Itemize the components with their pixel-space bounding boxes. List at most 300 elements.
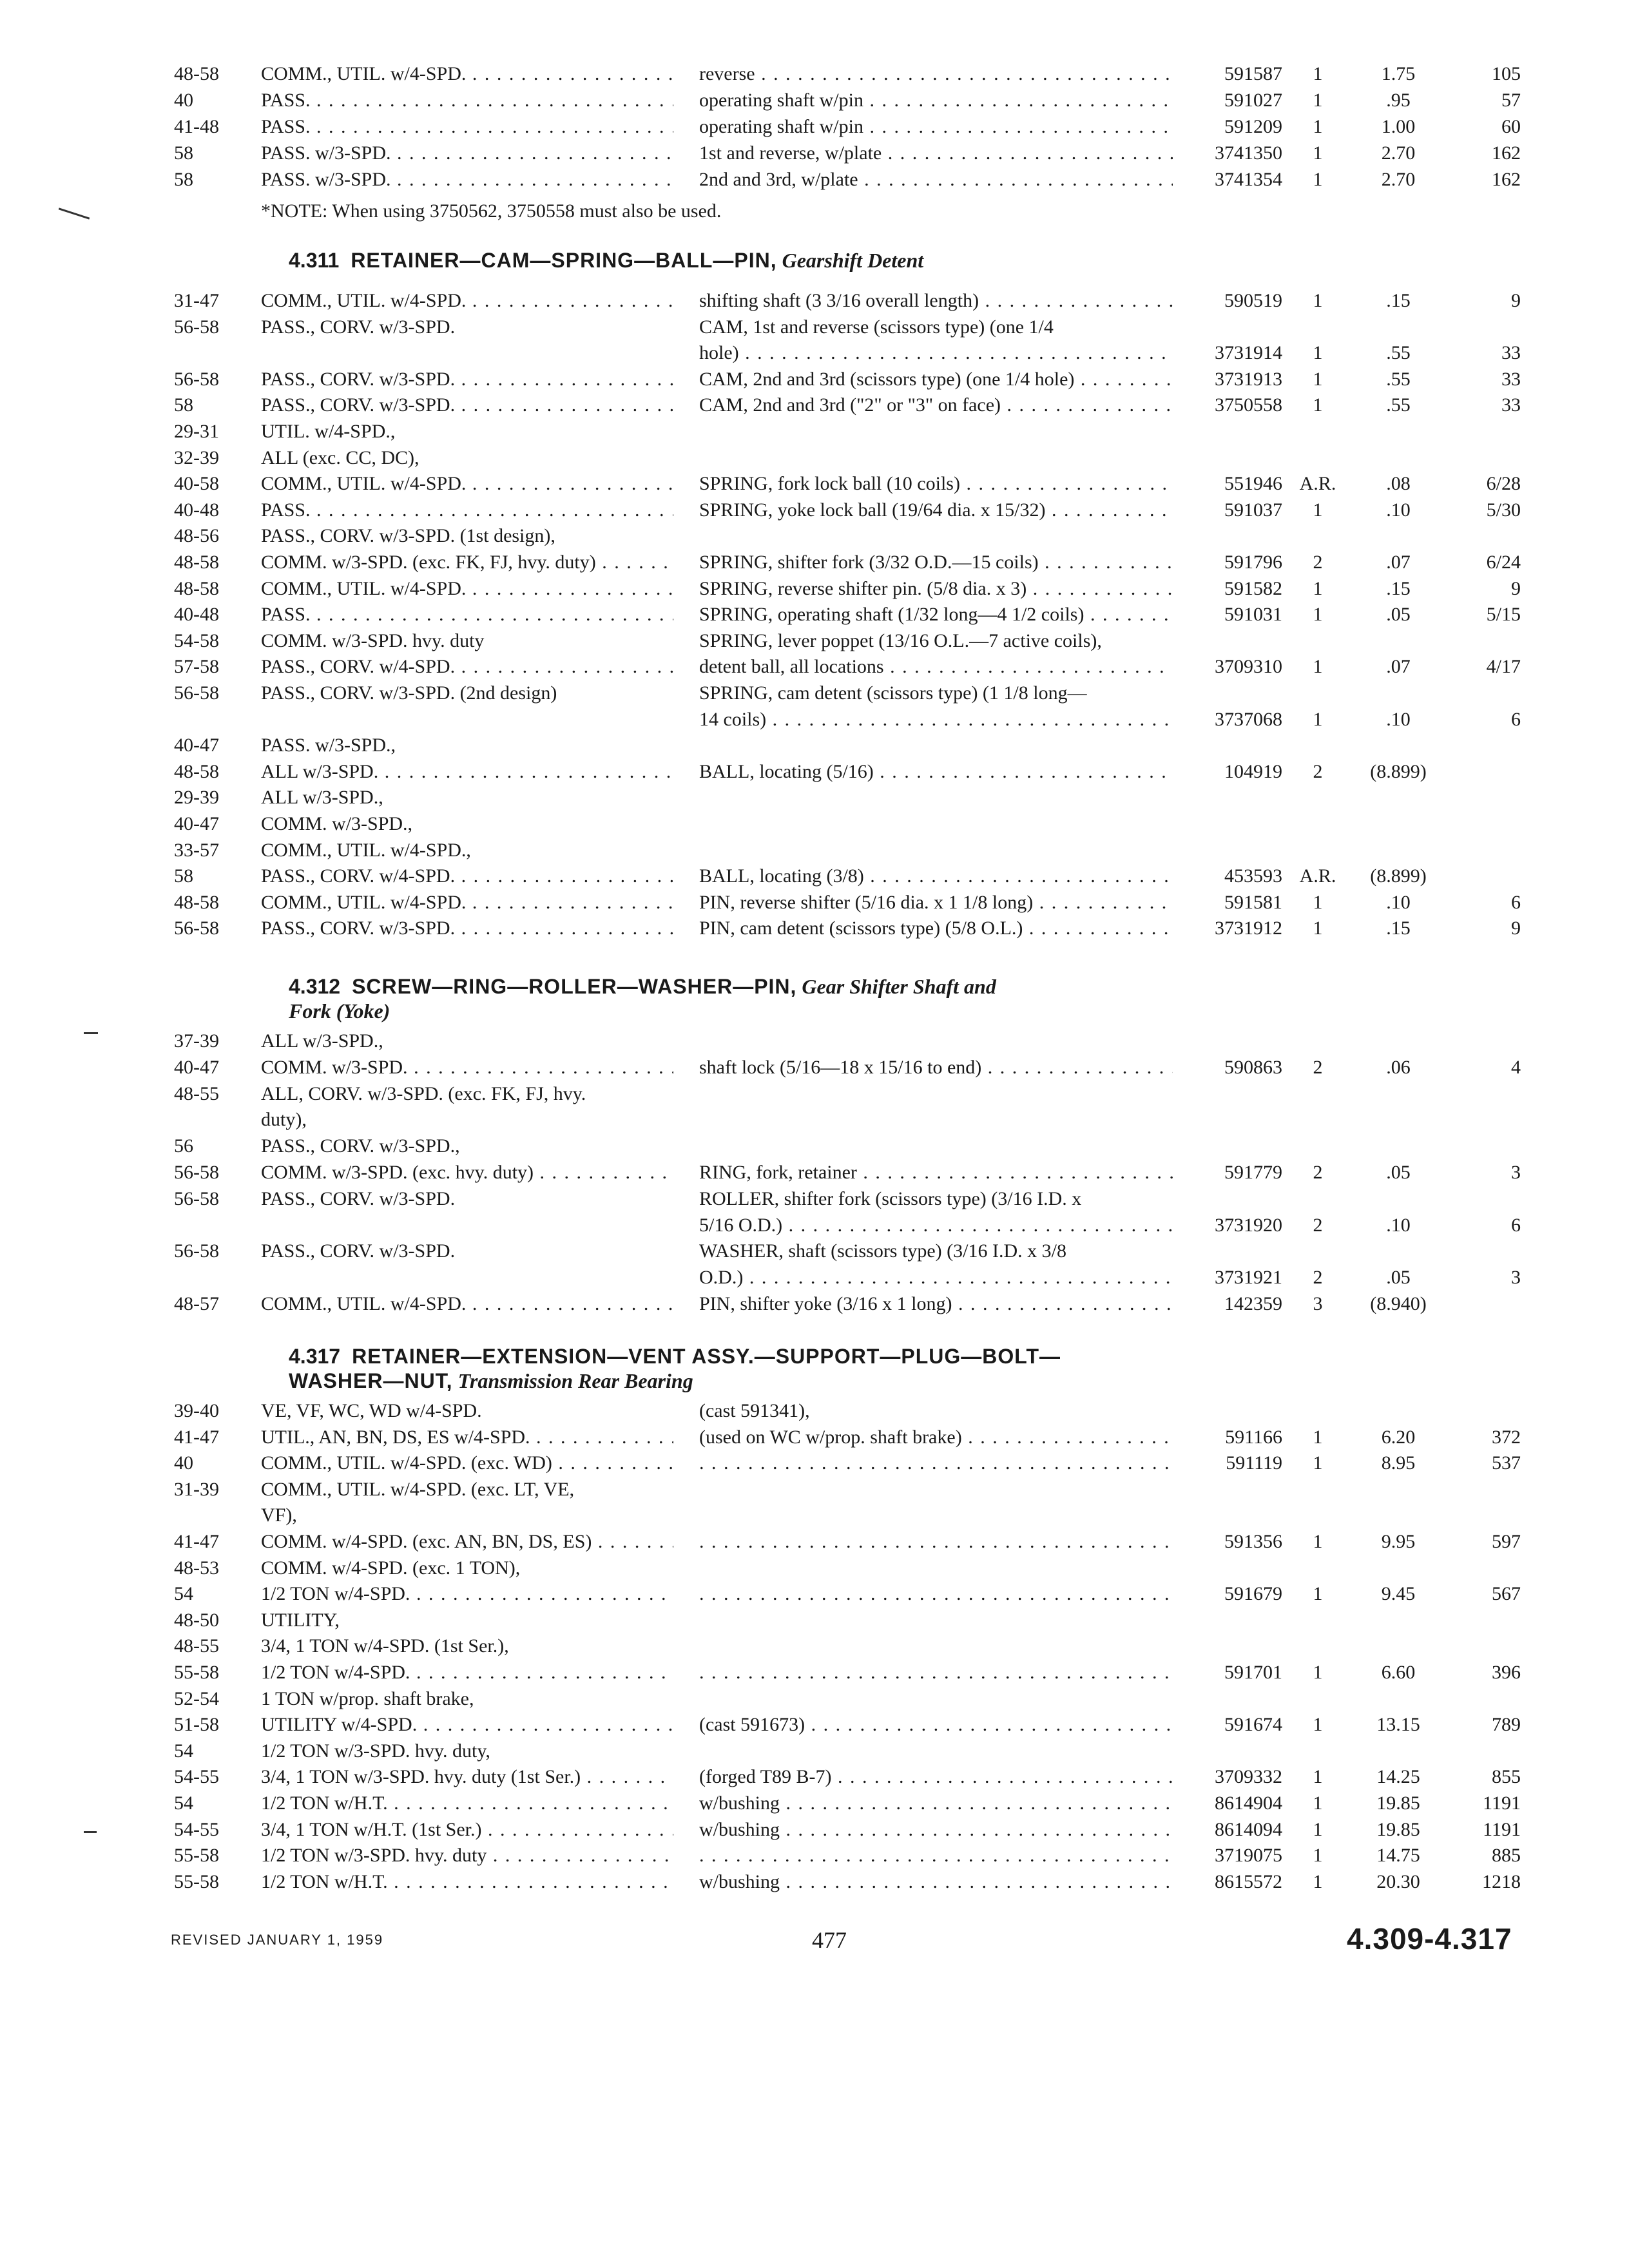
model-application: 3/4, 1 TON w/3-SPD. hvy. duty (1st Ser.) . . . (261, 1764, 673, 1790)
price-code: 6 (1511, 1215, 1521, 1236)
list-price: .06 (1386, 1057, 1411, 1078)
table-row (0, 1633, 1629, 1659)
price-code: 4 (1511, 1057, 1521, 1078)
quantity: 2 (1313, 1215, 1323, 1236)
part-number: 3741354 (1215, 169, 1282, 190)
part-description: (cast 591341), (699, 1400, 810, 1421)
quantity: 2 (1313, 552, 1323, 573)
part-number: 591582 (1224, 578, 1282, 599)
table-row (0, 1503, 1629, 1528)
list-price: 8.95 (1381, 1452, 1416, 1474)
section-number: 4.312 (289, 975, 341, 998)
part-number: 591027 (1224, 90, 1282, 111)
model-application: PASS., CORV. w/3-SPD. (261, 316, 456, 338)
quantity: 1 (1313, 1792, 1323, 1814)
table-row (0, 733, 1629, 758)
table-row (0, 1398, 1629, 1424)
model-application: COMM. w/4-SPD. (exc. AN, BN, DS, ES) . . . (261, 1529, 673, 1555)
part-number: 591587 (1224, 63, 1282, 84)
model-application: COMM. w/4-SPD. (exc. 1 TON), (261, 1557, 521, 1579)
model-application: ALL, CORV. w/3-SPD. (exc. FK, FJ, hvy. (261, 1083, 586, 1104)
year-range: 48-53 (174, 1557, 219, 1579)
price-code: 1191 (1483, 1792, 1521, 1814)
price-code: 4/17 (1486, 656, 1521, 677)
part-description: SPRING, reverse shifter pin. (5/8 dia. x 3) . . . (699, 576, 1173, 602)
model-application: PASS., CORV. w/3-SPD. . . . (261, 916, 673, 941)
part-description: PIN, cam detent (scissors type) (5/8 O.L.) . . . (699, 916, 1173, 941)
part-number: 3731913 (1215, 369, 1282, 390)
year-range: 58 (174, 394, 193, 416)
part-number: 3750558 (1215, 394, 1282, 416)
model-application: COMM. w/3-SPD. (exc. FK, FJ, hvy. duty) . . . (261, 550, 673, 575)
part-description (699, 1581, 1173, 1607)
price-code: 6/24 (1486, 552, 1521, 573)
quantity: 1 (1313, 1766, 1323, 1787)
model-application: PASS., CORV. w/3-SPD. . . . (261, 367, 673, 392)
price-code: 597 (1492, 1531, 1521, 1552)
quantity: 1 (1313, 499, 1323, 521)
year-range: 54 (174, 1792, 193, 1814)
part-description: RING, fork, retainer . . . (699, 1160, 1173, 1186)
price-code: 6 (1511, 892, 1521, 913)
list-price: (8.940) (1370, 1293, 1427, 1314)
table-row (0, 140, 1629, 166)
part-number: 3731921 (1215, 1267, 1282, 1288)
part-description: SPRING, cam detent (scissors type) (1 1/8 long— (699, 682, 1087, 704)
model-application: PASS. . . . (261, 602, 673, 628)
model-application: COMM. w/3-SPD. hvy. duty (261, 630, 485, 651)
part-description: SPRING, lever poppet (13/16 O.L.—7 active coils), (699, 630, 1102, 651)
part-description: 5/16 O.D.) . . . (699, 1213, 1173, 1238)
year-range: 33-57 (174, 840, 219, 861)
list-price: .08 (1386, 473, 1411, 494)
table-row (0, 1265, 1629, 1291)
model-application: PASS. . . . (261, 497, 673, 523)
model-application: PASS. w/3-SPD., (261, 735, 396, 756)
part-number: 3731912 (1215, 918, 1282, 939)
year-range: 40-48 (174, 604, 219, 625)
table-row (0, 628, 1629, 654)
table-row (0, 1529, 1629, 1555)
part-description: BALL, locating (5/16) . . . (699, 759, 1173, 785)
table-row (0, 1055, 1629, 1081)
part-number: 591037 (1224, 499, 1282, 521)
part-number: 104919 (1224, 761, 1282, 782)
table-row (0, 759, 1629, 785)
section-header-4.311 (289, 248, 1191, 273)
section-subtitle: Gearshift Detent (782, 249, 924, 272)
year-range: 56-58 (174, 369, 219, 390)
model-application: COMM., UTIL. w/4-SPD. . . . (261, 1291, 673, 1317)
price-code: 3 (1511, 1162, 1521, 1183)
part-description: (forged T89 B-7) . . . (699, 1764, 1173, 1790)
list-price: .10 (1386, 1215, 1411, 1236)
year-range: 32-39 (174, 447, 219, 468)
quantity: 1 (1313, 290, 1323, 311)
list-price: .05 (1386, 604, 1411, 625)
price-code: 33 (1501, 369, 1521, 390)
part-description (699, 1450, 1173, 1476)
year-range: 54-55 (174, 1819, 219, 1840)
part-description: hole) . . . (699, 340, 1173, 366)
year-range: 31-39 (174, 1479, 219, 1500)
part-description: reverse . . . (699, 61, 1173, 87)
part-number: 591356 (1224, 1531, 1282, 1552)
price-code: 6 (1511, 709, 1521, 730)
model-application: UTIL., AN, BN, DS, ES w/4-SPD. . . . (261, 1425, 673, 1450)
quantity: 1 (1313, 63, 1323, 84)
year-range: 48-56 (174, 525, 219, 546)
year-range: 48-58 (174, 578, 219, 599)
quantity: 1 (1313, 709, 1323, 730)
year-range: 56-58 (174, 1240, 219, 1262)
quantity: 1 (1313, 1819, 1323, 1840)
list-price: 13.15 (1376, 1714, 1420, 1735)
part-description: SPRING, yoke lock ball (19/64 dia. x 15/32) . . . (699, 497, 1173, 523)
price-code: 6/28 (1486, 473, 1521, 494)
table-row (0, 550, 1629, 575)
table-row (0, 288, 1629, 314)
part-description: w/bushing . . . (699, 1791, 1173, 1816)
part-number: 590863 (1224, 1057, 1282, 1078)
table-row (0, 1425, 1629, 1450)
year-range: 41-48 (174, 116, 219, 137)
table-row (0, 654, 1629, 680)
price-code: 57 (1501, 90, 1521, 111)
price-code: 9 (1511, 578, 1521, 599)
table-row (0, 1764, 1629, 1790)
year-range: 48-57 (174, 1293, 219, 1314)
part-description: BALL, locating (3/8) . . . (699, 863, 1173, 889)
part-description: operating shaft w/pin . . . (699, 88, 1173, 113)
table-row (0, 1213, 1629, 1238)
year-range: 48-55 (174, 1635, 219, 1657)
table-row (0, 88, 1629, 113)
model-application: 1/2 TON w/4-SPD. . . . (261, 1660, 673, 1686)
model-application: PASS., CORV. w/3-SPD. (2nd design) (261, 682, 557, 704)
year-range: 58 (174, 142, 193, 164)
part-description: PIN, shifter yoke (3/16 x 1 long) . . . (699, 1291, 1173, 1317)
list-price: .55 (1386, 342, 1411, 363)
part-description: O.D.) . . . (699, 1265, 1173, 1291)
revised-date: REVISED JANUARY 1, 1959 (171, 1932, 384, 1948)
section-title: RETAINER—EXTENSION—VENT ASSY.—SUPPORT—PLUG—BOLT— (352, 1345, 1061, 1368)
part-number: 591701 (1224, 1662, 1282, 1683)
quantity: 1 (1313, 1845, 1323, 1866)
table-row (0, 167, 1629, 193)
list-price: .05 (1386, 1267, 1411, 1288)
price-code: 537 (1492, 1452, 1521, 1474)
quantity: 1 (1313, 1714, 1323, 1735)
price-code: 1218 (1482, 1871, 1521, 1892)
price-code: 885 (1492, 1845, 1521, 1866)
price-code: 105 (1492, 63, 1521, 84)
list-price: .95 (1386, 90, 1411, 111)
model-application: COMM., UTIL. w/4-SPD. (exc. LT, VE, (261, 1479, 575, 1500)
list-price: 14.75 (1376, 1845, 1420, 1866)
table-row (0, 1608, 1629, 1633)
table-row (0, 1555, 1629, 1581)
table-row (0, 838, 1629, 863)
year-range: 41-47 (174, 1531, 219, 1552)
table-row (0, 497, 1629, 523)
model-application: VF), (261, 1504, 297, 1526)
list-price: 6.60 (1381, 1662, 1416, 1683)
part-number: 3741350 (1215, 142, 1282, 164)
list-price: (8.899) (1370, 865, 1427, 887)
model-application: UTILITY w/4-SPD. . . . (261, 1712, 673, 1738)
table-row (0, 1186, 1629, 1212)
part-description: 2nd and 3rd, w/plate . . . (699, 167, 1173, 193)
list-price: (8.899) (1370, 761, 1427, 782)
table-row (0, 576, 1629, 602)
list-price: 2.70 (1381, 142, 1416, 164)
table-row (0, 1817, 1629, 1843)
model-application: PASS., CORV. w/3-SPD. (1st design), (261, 525, 555, 546)
list-price: .15 (1386, 918, 1411, 939)
table-row (0, 1581, 1629, 1607)
part-description (699, 1660, 1173, 1686)
part-number: 591796 (1224, 552, 1282, 573)
price-code: 855 (1492, 1766, 1521, 1787)
part-number: 3737068 (1215, 709, 1282, 730)
model-application: COMM. w/3-SPD. . . . (261, 1055, 673, 1081)
year-range: 56 (174, 1135, 193, 1157)
part-description: SPRING, fork lock ball (10 coils) . . . (699, 471, 1173, 497)
part-description: w/bushing . . . (699, 1817, 1173, 1843)
section-header-4.317 (289, 1344, 1191, 1393)
model-application: PASS. . . . (261, 114, 673, 140)
quantity: 1 (1313, 142, 1323, 164)
model-application: 3/4, 1 TON w/H.T. (1st Ser.) . . . (261, 1817, 673, 1843)
table-row (0, 1869, 1629, 1895)
list-price: .15 (1386, 290, 1411, 311)
part-number: 551946 (1224, 473, 1282, 494)
list-price: .55 (1386, 369, 1411, 390)
model-application: 1/2 TON w/3-SPD. hvy. duty . . . (261, 1843, 673, 1869)
part-description: CAM, 1st and reverse (scissors type) (one 1/4 (699, 316, 1054, 338)
part-number: 591209 (1224, 116, 1282, 137)
section-number: 4.317 (289, 1345, 341, 1368)
part-description: 14 coils) . . . (699, 707, 1173, 733)
quantity: 1 (1313, 169, 1323, 190)
part-description: shaft lock (5/16—18 x 15/16 to end) . . . (699, 1055, 1173, 1081)
quantity: 1 (1313, 604, 1323, 625)
part-number: 591679 (1224, 1583, 1282, 1604)
part-number: 591119 (1226, 1452, 1282, 1474)
list-price: 14.25 (1376, 1766, 1420, 1787)
section-subtitle-line2: Transmission Rear Bearing (458, 1369, 693, 1392)
year-range: 40-48 (174, 499, 219, 521)
year-range: 58 (174, 865, 193, 887)
part-description: 1st and reverse, w/plate . . . (699, 140, 1173, 166)
model-application: UTIL. w/4-SPD., (261, 421, 396, 442)
list-price: 1.00 (1381, 116, 1416, 137)
year-range: 56-58 (174, 1162, 219, 1183)
quantity: 1 (1313, 1662, 1323, 1683)
table-row (0, 1791, 1629, 1816)
part-description: WASHER, shaft (scissors type) (3/16 I.D. x 3/8 (699, 1240, 1066, 1262)
year-range: 54-55 (174, 1766, 219, 1787)
part-description: ROLLER, shifter fork (scissors type) (3/16 I.D. x (699, 1188, 1082, 1209)
part-description: (cast 591673) . . . (699, 1712, 1173, 1738)
price-code: 372 (1492, 1427, 1521, 1448)
quantity: 1 (1313, 1452, 1323, 1474)
model-application: UTILITY, (261, 1610, 340, 1631)
model-application: PASS. w/3-SPD. . . . (261, 140, 673, 166)
part-number: 591674 (1224, 1714, 1282, 1735)
year-range: 55-58 (174, 1871, 219, 1892)
part-number: 591581 (1224, 892, 1282, 913)
year-range: 40-58 (174, 473, 219, 494)
price-code: 33 (1501, 342, 1521, 363)
year-range: 54 (174, 1740, 193, 1762)
model-application: COMM., UTIL. w/4-SPD. . . . (261, 471, 673, 497)
margin-mark (59, 207, 90, 219)
table-row (0, 1160, 1629, 1186)
year-range: 40 (174, 90, 193, 111)
model-application: PASS., CORV. w/3-SPD., (261, 1135, 460, 1157)
model-application: COMM., UTIL. w/4-SPD. . . . (261, 890, 673, 916)
price-code: 162 (1492, 169, 1521, 190)
table-row (0, 1660, 1629, 1686)
part-description: PIN, reverse shifter (5/16 dia. x 1 1/8 long) . . . (699, 890, 1173, 916)
model-application: PASS., CORV. w/3-SPD. . . . (261, 392, 673, 418)
part-description: detent ball, all locations . . . (699, 654, 1173, 680)
quantity: 1 (1313, 578, 1323, 599)
section-title: SCREW—RING—ROLLER—WASHER—PIN, (352, 975, 797, 998)
list-price: 2.70 (1381, 169, 1416, 190)
table-row (0, 419, 1629, 445)
table-row (0, 392, 1629, 418)
model-application: 1/2 TON w/H.T. . . . (261, 1791, 673, 1816)
table-row (0, 785, 1629, 811)
price-code: 9 (1511, 290, 1521, 311)
quantity: 2 (1313, 1267, 1323, 1288)
model-application: PASS., CORV. w/4-SPD. . . . (261, 654, 673, 680)
table-row (0, 1450, 1629, 1476)
quantity: 1 (1313, 369, 1323, 390)
year-range: 41-47 (174, 1427, 219, 1448)
year-range: 31-47 (174, 290, 219, 311)
year-range: 57-58 (174, 656, 219, 677)
model-application: PASS., CORV. w/4-SPD. . . . (261, 863, 673, 889)
table-row (0, 1107, 1629, 1133)
quantity: 1 (1313, 1427, 1323, 1448)
part-description: (used on WC w/prop. shaft brake) . . . (699, 1425, 1173, 1450)
model-application: ALL (exc. CC, DC), (261, 447, 419, 468)
part-number: 142359 (1224, 1293, 1282, 1314)
part-number: 3731914 (1215, 342, 1282, 363)
price-code: 5/15 (1486, 604, 1521, 625)
model-application: 3/4, 1 TON w/4-SPD. (1st Ser.), (261, 1635, 509, 1657)
quantity: 1 (1313, 394, 1323, 416)
section-title: RETAINER—CAM—SPRING—BALL—PIN, (351, 249, 777, 272)
part-number: 591031 (1224, 604, 1282, 625)
table-row (0, 61, 1629, 87)
list-price: .55 (1386, 394, 1411, 416)
model-application: PASS., CORV. w/3-SPD. (261, 1188, 456, 1209)
table-row (0, 1081, 1629, 1107)
model-application: 1/2 TON w/4-SPD. . . . (261, 1581, 673, 1607)
list-price: .07 (1386, 552, 1411, 573)
list-price: 1.75 (1381, 63, 1416, 84)
list-price: .07 (1386, 656, 1411, 677)
price-code: 60 (1501, 116, 1521, 137)
model-application: PASS. w/3-SPD. . . . (261, 167, 673, 193)
price-code: 789 (1492, 1714, 1521, 1735)
quantity: 2 (1313, 1057, 1323, 1078)
part-description: CAM, 2nd and 3rd (scissors type) (one 1/4 hole) . . . (699, 367, 1173, 392)
list-price: 9.45 (1381, 1583, 1416, 1604)
year-range: 56-58 (174, 1188, 219, 1209)
section-title-line2: WASHER—NUT, (289, 1369, 453, 1392)
year-range: 48-58 (174, 63, 219, 84)
section-subtitle: Gear Shifter Shaft and (802, 975, 996, 998)
table-row (0, 1028, 1629, 1054)
year-range: 48-50 (174, 1610, 219, 1631)
year-range: 52-54 (174, 1688, 219, 1709)
quantity: 1 (1313, 1871, 1323, 1892)
model-application: ALL w/3-SPD., (261, 1030, 383, 1052)
price-code: 1191 (1483, 1819, 1521, 1840)
year-range: 48-58 (174, 892, 219, 913)
model-application: COMM., UTIL. w/4-SPD. (exc. WD) . . . (261, 1450, 673, 1476)
year-range: 29-39 (174, 787, 219, 808)
margin-mark (84, 1831, 97, 1833)
table-row (0, 890, 1629, 916)
list-price: .10 (1386, 499, 1411, 521)
year-range: 40-47 (174, 735, 219, 756)
table-row (0, 1238, 1629, 1264)
margin-mark (84, 1032, 98, 1034)
list-price: .10 (1386, 892, 1411, 913)
price-code: 5/30 (1486, 499, 1521, 521)
year-range: 58 (174, 169, 193, 190)
part-number: 590519 (1224, 290, 1282, 311)
quantity: A.R. (1299, 865, 1336, 887)
model-application: VE, VF, WC, WD w/4-SPD. (261, 1400, 482, 1421)
part-number: 3709332 (1215, 1766, 1282, 1787)
list-price: 20.30 (1376, 1871, 1420, 1892)
quantity: 1 (1313, 892, 1323, 913)
section-number: 4.311 (289, 249, 340, 272)
year-range: 55-58 (174, 1845, 219, 1866)
model-application: PASS., CORV. w/3-SPD. (261, 1240, 456, 1262)
model-application: duty), (261, 1109, 307, 1130)
part-description: SPRING, operating shaft (1/32 long—4 1/2 coils) . . . (699, 602, 1173, 628)
table-row (0, 680, 1629, 706)
price-code: 567 (1492, 1583, 1521, 1604)
year-range: 29-31 (174, 421, 219, 442)
section-subtitle-line2: Fork (Yoke) (289, 999, 390, 1023)
model-application: PASS. . . . (261, 88, 673, 113)
part-description: operating shaft w/pin . . . (699, 114, 1173, 140)
part-number: 8614904 (1215, 1792, 1282, 1814)
year-range: 51-58 (174, 1714, 219, 1735)
quantity: 1 (1313, 918, 1323, 939)
price-code: 396 (1492, 1662, 1521, 1683)
part-number: 8615572 (1215, 1871, 1282, 1892)
table-row (0, 340, 1629, 366)
table-row (0, 1291, 1629, 1317)
price-code: 162 (1492, 142, 1521, 164)
quantity: 2 (1313, 761, 1323, 782)
year-range: 56-58 (174, 316, 219, 338)
table-row (0, 1712, 1629, 1738)
quantity: 1 (1313, 1531, 1323, 1552)
quantity: 1 (1313, 90, 1323, 111)
